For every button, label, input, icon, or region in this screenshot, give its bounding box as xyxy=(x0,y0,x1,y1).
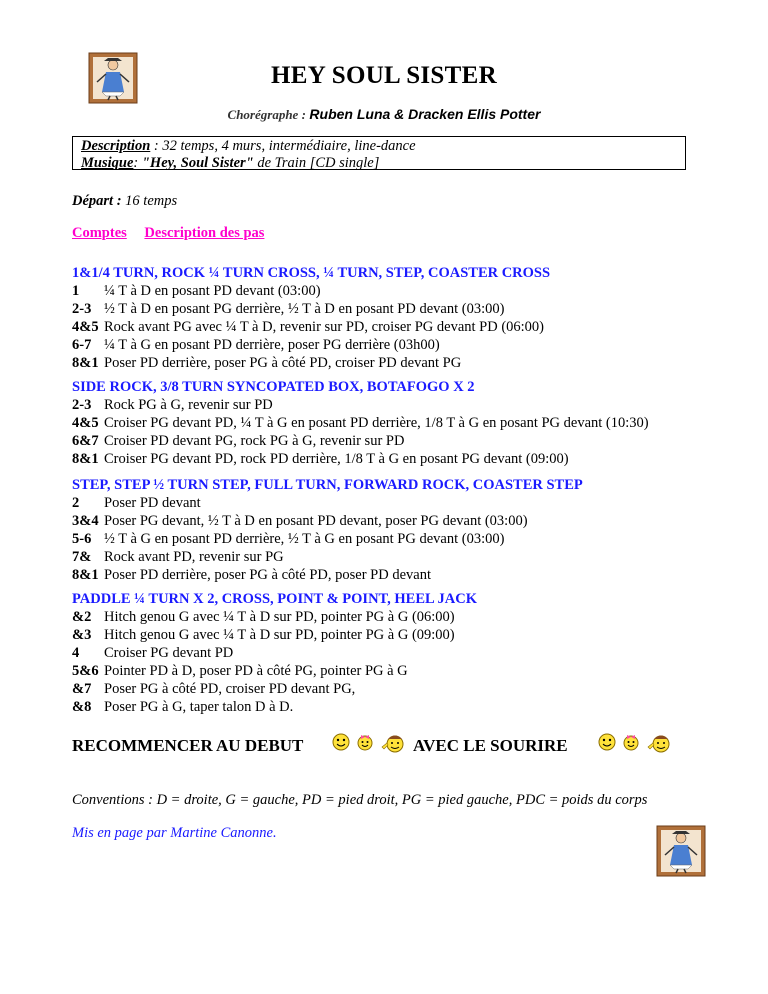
start-label: Départ : xyxy=(72,193,122,209)
page-title: HEY SOUL SISTER xyxy=(271,62,497,89)
description-box xyxy=(72,136,686,170)
layout-credit: Mis en page par Martine Canonne. xyxy=(72,825,277,841)
step-count: &7 xyxy=(72,681,92,697)
section-1 xyxy=(72,264,752,372)
step-text: Rock avant PD, revenir sur PG xyxy=(104,549,284,565)
step-count: &8 xyxy=(72,699,92,715)
music-song: "Hey, Soul Sister" xyxy=(141,155,254,171)
smiley-face-icon xyxy=(598,733,616,751)
step-count: 2-3 xyxy=(72,397,92,413)
section-title: PADDLE ¼ TURN X 2, CROSS, POINT & POINT, HEEL JACK xyxy=(72,591,477,607)
step-count: 2-3 xyxy=(72,301,92,317)
music-key: Musique xyxy=(81,155,134,171)
step-count: 1 xyxy=(72,283,80,299)
step-count: 2 xyxy=(72,495,80,511)
step-text: Poser PD devant xyxy=(104,495,201,511)
choreographer-line xyxy=(0,106,768,124)
step-row xyxy=(72,512,752,530)
music-line xyxy=(81,155,685,172)
step-count: &3 xyxy=(72,627,92,643)
step-text: Hitch genou G avec ¼ T à D sur PD, pointer PG à G (09:00) xyxy=(104,627,455,643)
step-text: ½ T à G en posant PD derrière, ½ T à G en posant PG devant (03:00) xyxy=(104,531,505,547)
step-text: ¼ T à D en posant PD devant (03:00) xyxy=(104,283,321,299)
step-row xyxy=(72,432,752,450)
step-text: Rock PG à G, revenir sur PD xyxy=(104,397,273,413)
section-title: STEP, STEP ½ TURN STEP, FULL TURN, FORWARD ROCK, COASTER STEP xyxy=(72,477,583,493)
restart-text: RECOMMENCER AU DEBUT xyxy=(72,736,304,755)
step-text: Pointer PD à D, poser PD à côté PG, pointer PG à G xyxy=(104,663,408,679)
description-line xyxy=(81,138,685,155)
step-row xyxy=(72,414,752,432)
step-row xyxy=(72,336,752,354)
section-3 xyxy=(72,476,752,584)
choreographer-label: Chorégraphe : xyxy=(227,107,306,122)
section-title: 1&1/4 TURN, ROCK ¼ TURN CROSS, ¼ TURN, STEP, COASTER CROSS xyxy=(72,265,551,281)
smiley-face-icon xyxy=(332,733,350,751)
choreographer-names: Ruben Luna & Dracken Ellis Potter xyxy=(309,106,541,122)
step-row xyxy=(72,626,752,644)
step-text: Croiser PG devant PD xyxy=(104,645,234,661)
step-row xyxy=(72,662,752,680)
smile-text: AVEC LE SOURIRE xyxy=(413,736,568,755)
step-count: 5-6 xyxy=(72,531,92,547)
step-text: ½ T à D en posant PG derrière, ½ T à D en posant PD devant (03:00) xyxy=(104,301,505,317)
step-count: 4&5 xyxy=(72,415,99,431)
step-row xyxy=(72,698,752,716)
step-row xyxy=(72,566,752,584)
description-key: Description xyxy=(81,138,151,154)
step-count: 6-7 xyxy=(72,337,92,353)
smiley-bow-icon xyxy=(622,733,640,751)
step-row xyxy=(72,680,752,698)
section-4 xyxy=(72,590,752,716)
smiley-group-right xyxy=(598,733,672,753)
step-count: 6&7 xyxy=(72,433,99,449)
step-row xyxy=(72,354,752,372)
header-counts: Comptes xyxy=(72,225,127,241)
step-count: 4 xyxy=(72,645,80,661)
start-count xyxy=(72,193,177,210)
step-row xyxy=(72,318,752,336)
step-text: Poser PG à côté PD, croiser PD devant PG, xyxy=(104,681,356,697)
step-count: 3&4 xyxy=(72,513,99,529)
start-value: 16 temps xyxy=(121,193,178,209)
step-count: 8&1 xyxy=(72,451,99,467)
column-headers xyxy=(72,225,264,242)
step-row xyxy=(72,494,752,512)
step-row xyxy=(72,450,752,468)
dancer-logo-icon xyxy=(656,825,706,877)
step-text: Rock avant PG avec ¼ T à D, revenir sur PD, croiser PG devant PD (06:00) xyxy=(104,319,545,335)
step-text: Poser PD derrière, poser PG à côté PD, poser PD devant xyxy=(104,567,431,583)
step-count: 7& xyxy=(72,549,92,565)
step-text: Croiser PG devant PD, rock PD derrière, 1/8 T à G en posant PG devant (09:00) xyxy=(104,451,569,467)
step-row xyxy=(72,644,752,662)
step-count: 4&5 xyxy=(72,319,99,335)
music-rest: de Train [CD single] xyxy=(253,155,380,171)
step-row xyxy=(72,548,752,566)
step-text: ¼ T à G en posant PD derrière, poser PG derrière (03h00) xyxy=(104,337,440,353)
music-sep: : xyxy=(133,155,142,171)
step-row xyxy=(72,300,752,318)
waving-smiley-icon xyxy=(646,733,672,753)
smiley-bow-icon xyxy=(356,733,374,751)
step-text: Poser PG à G, taper talon D à D. xyxy=(104,699,294,715)
step-count: 5&6 xyxy=(72,663,99,679)
step-text: Hitch genou G avec ¼ T à D sur PD, pointer PG à G (06:00) xyxy=(104,609,455,625)
section-2 xyxy=(72,378,752,468)
step-text: Poser PD derrière, poser PG à côté PD, croiser PD devant PG xyxy=(104,355,462,371)
conventions-text: Conventions : D = droite, G = gauche, PD = pied droit, PG = pied gauche, PDC = poids du corps xyxy=(72,792,648,808)
step-text: Croiser PD devant PG, rock PG à G, revenir sur PD xyxy=(104,433,405,449)
step-row xyxy=(72,608,752,626)
waving-smiley-icon xyxy=(380,733,406,753)
step-row xyxy=(72,396,752,414)
step-row xyxy=(72,530,752,548)
step-count: 8&1 xyxy=(72,567,99,583)
step-text: Croiser PG devant PD, ¼ T à G en posant PD derrière, 1/8 T à G en posant PG devant (10:30) xyxy=(104,415,649,431)
smiley-group-left xyxy=(332,733,406,753)
header-description: Description des pas xyxy=(144,225,265,241)
step-count: &2 xyxy=(72,609,92,625)
step-row xyxy=(72,282,752,300)
step-text: Poser PG devant, ½ T à D en posant PD devant, poser PG devant (03:00) xyxy=(104,513,528,529)
section-title: SIDE ROCK, 3/8 TURN SYNCOPATED BOX, BOTAFOGO X 2 xyxy=(72,379,475,395)
step-count: 8&1 xyxy=(72,355,99,371)
description-value: : 32 temps, 4 murs, intermédiaire, line-dance xyxy=(150,138,416,154)
